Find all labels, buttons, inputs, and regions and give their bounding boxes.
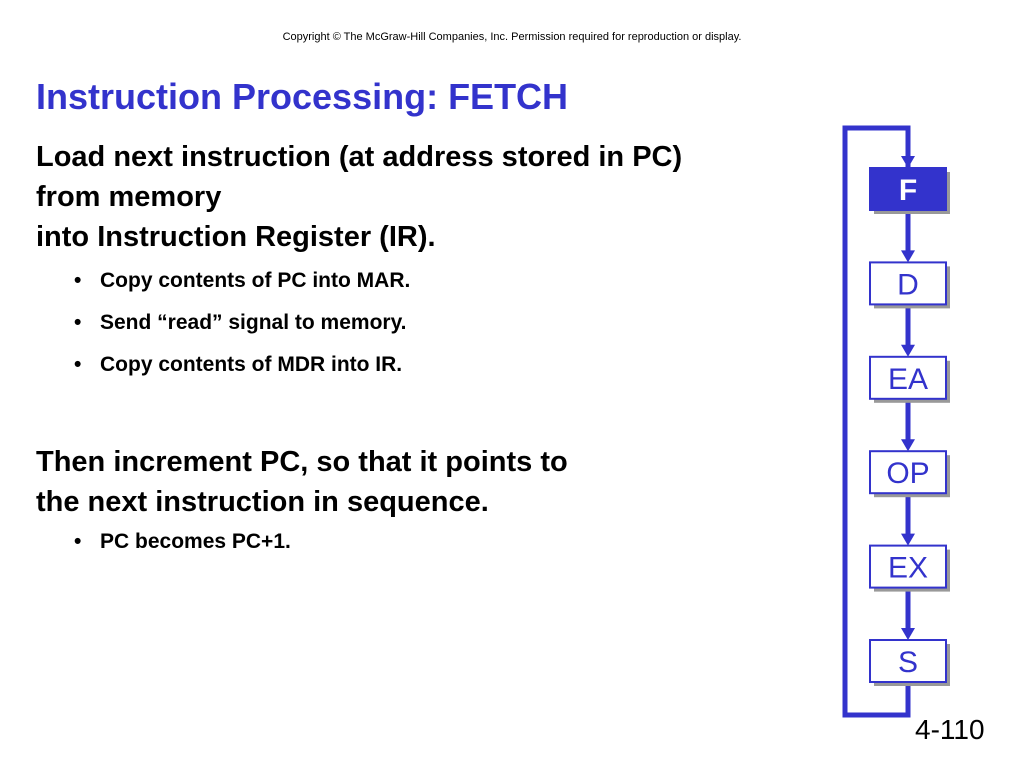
bullet-dot: • <box>74 311 82 334</box>
phase-label: D <box>897 268 919 302</box>
description-line: Load next instruction (at address stored in PC) <box>36 141 683 173</box>
arrow-head-icon <box>901 439 915 451</box>
list-item-text: Copy contents of PC into MAR. <box>100 269 411 292</box>
arrow-head-icon <box>901 345 915 357</box>
arrow-head-icon <box>901 250 915 262</box>
bullet-dot: • <box>74 353 82 376</box>
bullet-dot: • <box>74 530 82 553</box>
description-line: from memory <box>36 181 222 213</box>
phase-label: S <box>897 646 919 679</box>
bullet-dot: • <box>74 269 82 292</box>
copyright-notice: Copyright © The McGraw-Hill Companies, Inc. Permission required for reproduction or display. <box>282 31 742 43</box>
phase-label: OP <box>886 457 930 491</box>
arrow-head-icon <box>901 156 915 168</box>
slide-title: Instruction Processing: FETCH <box>36 76 569 117</box>
arrow-head-icon <box>901 534 915 546</box>
arrow-head-icon <box>901 628 915 640</box>
phase-label: EA <box>887 362 929 396</box>
description-line: the next instruction in sequence. <box>36 486 489 518</box>
list-item-text: Send “read” signal to memory. <box>100 311 407 334</box>
phase-label: F <box>898 174 918 207</box>
list-item-text: PC becomes PC+1. <box>100 530 291 553</box>
phase-label: EX <box>887 551 929 585</box>
list-item-text: Copy contents of MDR into IR. <box>100 353 403 376</box>
page-number: 4-110 <box>915 714 985 745</box>
description-line: into Instruction Register (IR). <box>36 221 436 253</box>
description-line: Then increment PC, so that it points to <box>36 446 568 478</box>
loop-back-connector <box>845 128 908 715</box>
